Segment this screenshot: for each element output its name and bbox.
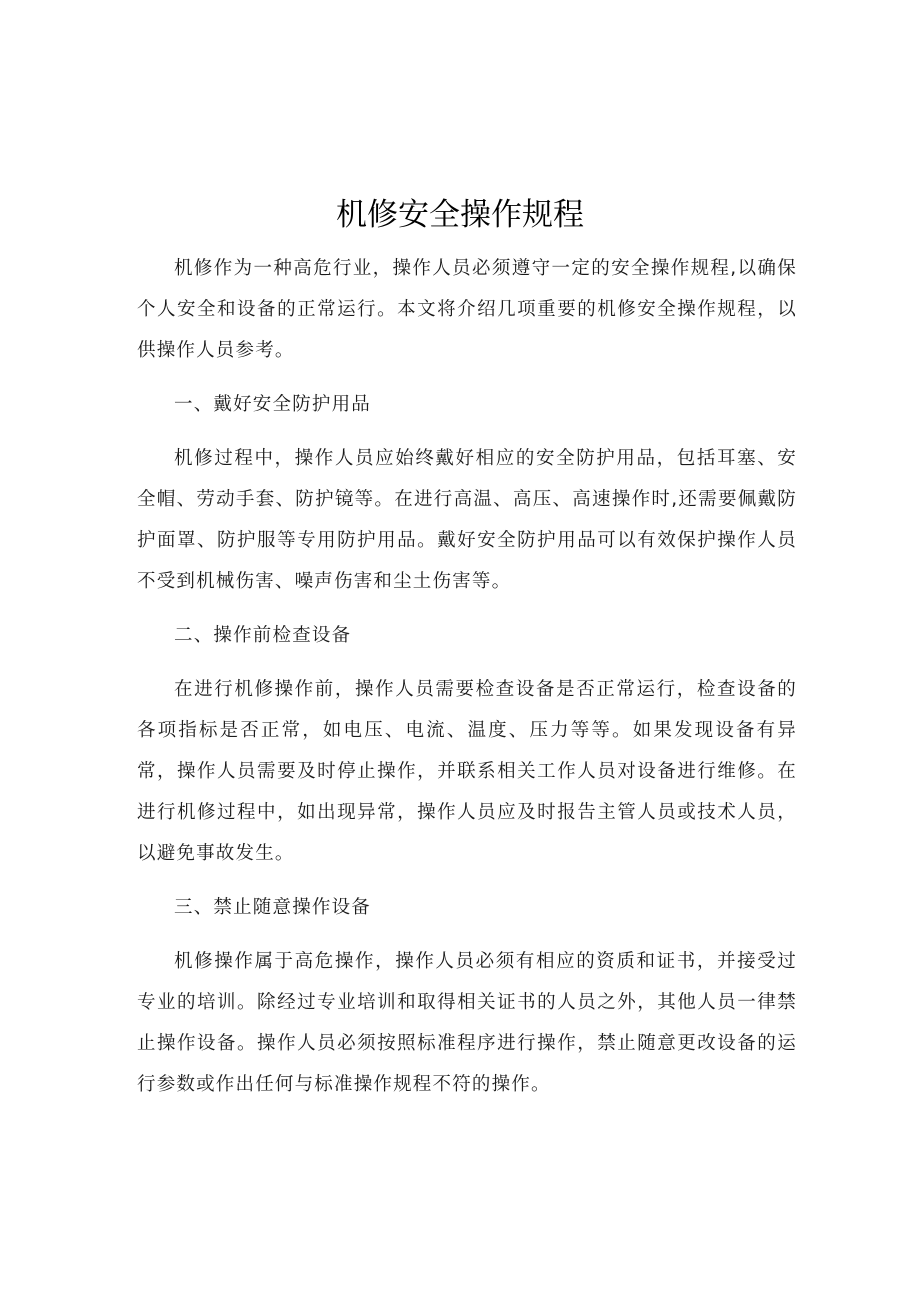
section-heading-3: 三、禁止随意操作设备 [174, 897, 372, 918]
spacer [137, 602, 797, 615]
page-title: 机修安全操作规程 [336, 197, 584, 233]
section-heading-1: 一、戴好安全防护用品 [174, 394, 372, 415]
section-body-2: 在进行机修操作前，操作人员需要检查设备是否正常运行，检查设备的各项指标是否正常，如电压、电流、温度、压力等等。如果发现设备有异常，操作人员需要及时停止操作，并联系相关工作人员对设备进行维修。在进行机修过程中，如出现异常，操作人员应及时报告主管人员或技术人员，以避免事故发生。 [137, 679, 797, 864]
document-body [137, 248, 797, 1105]
spacer [137, 874, 797, 887]
spacer [137, 371, 797, 384]
spacer [137, 928, 797, 941]
spacer [137, 656, 797, 669]
section-body-3: 机修操作属于高危操作，操作人员必须有相应的资质和证书，并接受过专业的培训。除经过专业培训和取得相关证书的人员之外，其他人员一律禁止操作设备。操作人员必须按照标准程序进行操作，禁止随意更改设备的运行参数或作出任何与标准操作规程不符的操作。 [137, 951, 797, 1095]
spacer [137, 425, 797, 438]
section-body-1: 机修过程中，操作人员应始终戴好相应的安全防护用品，包括耳塞、安全帽、劳动手套、防护镜等。在进行高温、高压、高速操作时,还需要佩戴防护面罩、防护服等专用防护用品。戴好安全防护用品可以有效保护操作人员不受到机械伤害、噪声伤害和尘土伤害等。 [137, 448, 797, 592]
intro-paragraph: 机修作为一种高危行业，操作人员必须遵守一定的安全操作规程,以确保个人安全和设备的正常运行。本文将介绍几项重要的机修安全操作规程，以供操作人员参考。 [137, 258, 797, 361]
section-heading-2: 二、操作前检查设备 [174, 625, 352, 646]
